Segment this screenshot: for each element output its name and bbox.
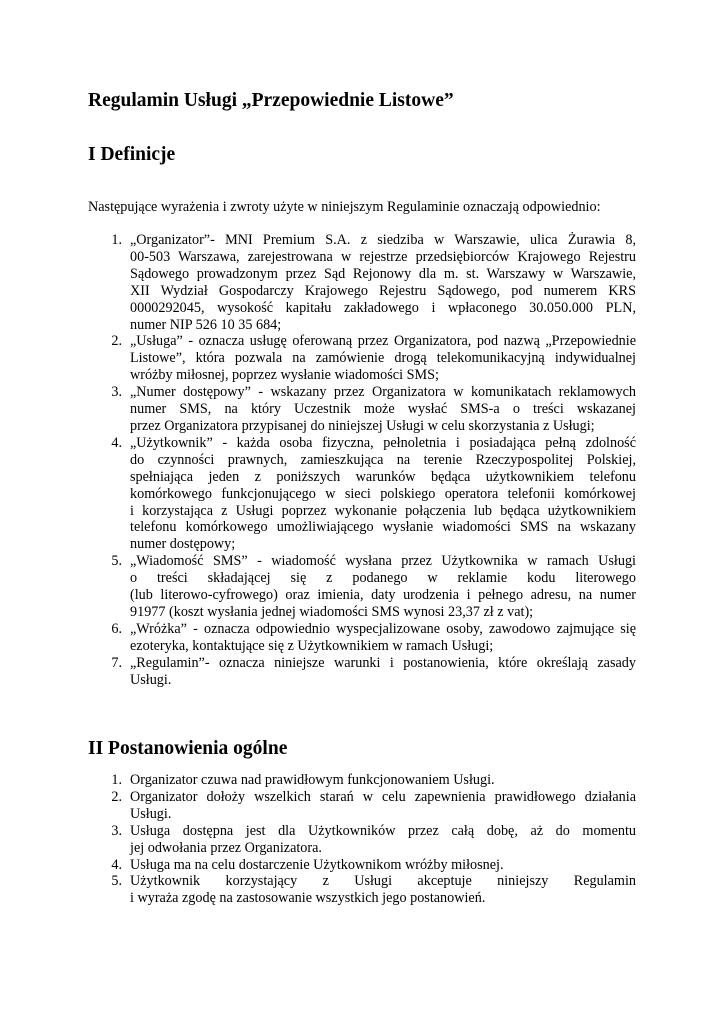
text-line: „Wiadomość SMS” - wiadomość wysłana przez Użytkownika w ramach Usługi xyxy=(130,553,636,570)
text-line: Usługi. xyxy=(130,671,172,688)
list-item-number: 2. xyxy=(111,333,122,350)
text-line: o treści składającej się z podanego w reklamie kodu literowego xyxy=(130,570,636,587)
text-line: „Regulamin”- oznacza niniejsze warunki i postanowienia, które określają zasady xyxy=(130,654,636,671)
text-line: „Organizator”- MNI Premium S.A. z siedziba w Warszawie, ulica Żurawia 8, xyxy=(130,232,636,248)
text-line: telefonu komórkowego umożliwiającego wysłanie wiadomości SMS na wskazany xyxy=(130,519,636,536)
text-line: i wyraża zgodę na zastosowanie wszystkich jego postanowień. xyxy=(130,890,486,907)
list-item xyxy=(88,232,636,333)
text-line: (lub literowo-cyfrowego) oraz imienia, daty urodzenia i pełnego adresu, na numer xyxy=(130,587,636,604)
text-line: wróżby miłosnej, poprzez wysłanie wiadomości SMS; xyxy=(130,367,439,384)
document-title: Regulamin Usługi „Przepowiednie Listowe” xyxy=(88,90,454,111)
text-line: Listowe”, która pozwala na zamówienie drogą telekomunikacyjną indywidualnej xyxy=(130,350,636,367)
list-item-number: 4. xyxy=(111,856,122,873)
list-item-text xyxy=(130,655,636,689)
general-provisions-list xyxy=(88,772,636,907)
list-item-number: 1. xyxy=(111,232,122,248)
list-item xyxy=(88,655,636,689)
list-item xyxy=(88,621,636,655)
text-line: 00-503 Warszawa, zarejestrowana w rejestrze przedsiębiorców Krajowego Rejestru xyxy=(130,248,636,265)
text-line: spełniająca jeden z poniższych warunków będąca użytkownikiem telefonu xyxy=(130,468,636,485)
list-item xyxy=(88,873,636,907)
text-line: Organizator czuwa nad prawidłowym funkcjonowaniem Usługi. xyxy=(130,772,495,788)
text-line: ezoteryka, kontaktujące się z Użytkownikiem w ramach Usługi; xyxy=(130,637,494,654)
list-item-text xyxy=(130,384,636,435)
list-item-number: 2. xyxy=(111,788,122,805)
text-line: Usługa ma na celu dostarczenie Użytkownikom wróżby miłosnej. xyxy=(130,856,504,873)
list-item-number: 5. xyxy=(111,873,122,890)
text-line: numer NIP 526 10 35 684; xyxy=(130,316,282,333)
list-item-text xyxy=(130,772,636,789)
list-item xyxy=(88,857,636,874)
list-item xyxy=(88,823,636,857)
list-item-number: 6. xyxy=(111,620,122,637)
text-line: do czynności prawnych, zamieszkująca na terenie Rzeczypospolitej Polskiej, xyxy=(130,451,636,468)
text-line: 91977 (koszt wysłania jednej wiadomości SMS wynosi 23,37 zł z vat); xyxy=(130,603,534,620)
text-line: „Wróżka” - oznacza odpowiednio wyspecjalizowane osoby, zawodowo zajmujące się xyxy=(130,620,636,637)
list-item-number: 4. xyxy=(111,434,122,451)
definitions-intro: Następujące wyrażenia i zwroty użyte w niniejszym Regulaminie oznaczają odpowiednio: xyxy=(88,199,601,215)
text-line: 0000292045, wysokość kapitału zakładowego i wpłaconego 30.050.000 PLN, xyxy=(130,299,636,316)
text-line: XII Wydział Gospodarczy Krajowego Rejestru Sądowego, pod numerem KRS xyxy=(130,282,636,299)
text-line: Sądowego prowadzonym przez Sąd Rejonowy dla m. st. Warszawy w Warszawie, xyxy=(130,265,636,282)
list-item-number: 5. xyxy=(111,553,122,570)
text-line: „Usługa” - oznacza usługę oferowaną przez Organizatora, pod nazwą „Przepowiednie xyxy=(130,333,636,350)
list-item-text xyxy=(130,857,636,874)
list-item-text xyxy=(130,553,636,621)
list-item-text xyxy=(130,621,636,655)
text-line: Organizator dołoży wszelkich starań w celu zapewnienia prawidłowego działania xyxy=(130,788,636,805)
text-line: numer SMS, na który Uczestnik może wysłać SMS-a o treści wskazanej xyxy=(130,401,636,418)
list-item xyxy=(88,789,636,823)
list-item-number: 3. xyxy=(111,384,122,401)
list-item xyxy=(88,553,636,621)
list-item-text xyxy=(130,435,636,553)
list-item-text xyxy=(130,333,636,384)
list-item xyxy=(88,384,636,435)
text-line: „Użytkownik” - każda osoba fizyczna, pełnoletnia i posiadająca pełną zdolność xyxy=(130,434,636,451)
list-item-text xyxy=(130,789,636,823)
text-line: Usługa dostępna jest dla Użytkowników przez całą dobę, aż do momentu xyxy=(130,822,636,839)
text-line: jej odwołania przez Organizatora. xyxy=(130,839,322,856)
text-line: „Numer dostępowy” - wskazany przez Organizatora w komunikatach reklamowych xyxy=(130,384,636,401)
list-item xyxy=(88,772,636,789)
text-line: Usługi. xyxy=(130,805,172,822)
text-line: komórkowego funkcjonującego w sieci polskiego operatora telefonii komórkowej xyxy=(130,485,636,502)
list-item-text xyxy=(130,823,636,857)
list-item xyxy=(88,435,636,553)
text-line: przez Organizatora przypisanej do niniejszej Usługi w celu skorzystania z Usługi; xyxy=(130,417,595,434)
list-item-text xyxy=(130,873,636,907)
list-item-number: 1. xyxy=(111,772,122,788)
section-heading-definitions: I Definicje xyxy=(88,144,176,165)
text-line: Użytkownik korzystający z Usługi akceptuje niniejszy Regulamin xyxy=(130,873,636,890)
section-heading-general-provisions: II Postanowienia ogólne xyxy=(88,738,288,759)
list-item xyxy=(88,333,636,384)
list-item-number: 3. xyxy=(111,822,122,839)
text-line: numer dostępowy; xyxy=(130,536,236,553)
text-line: i korzystająca z Usługi poprzez wykonanie połączenia lub będąca użytkownikiem xyxy=(130,502,636,519)
definitions-list xyxy=(88,232,636,688)
list-item-number: 7. xyxy=(111,654,122,671)
list-item-text xyxy=(130,232,636,333)
